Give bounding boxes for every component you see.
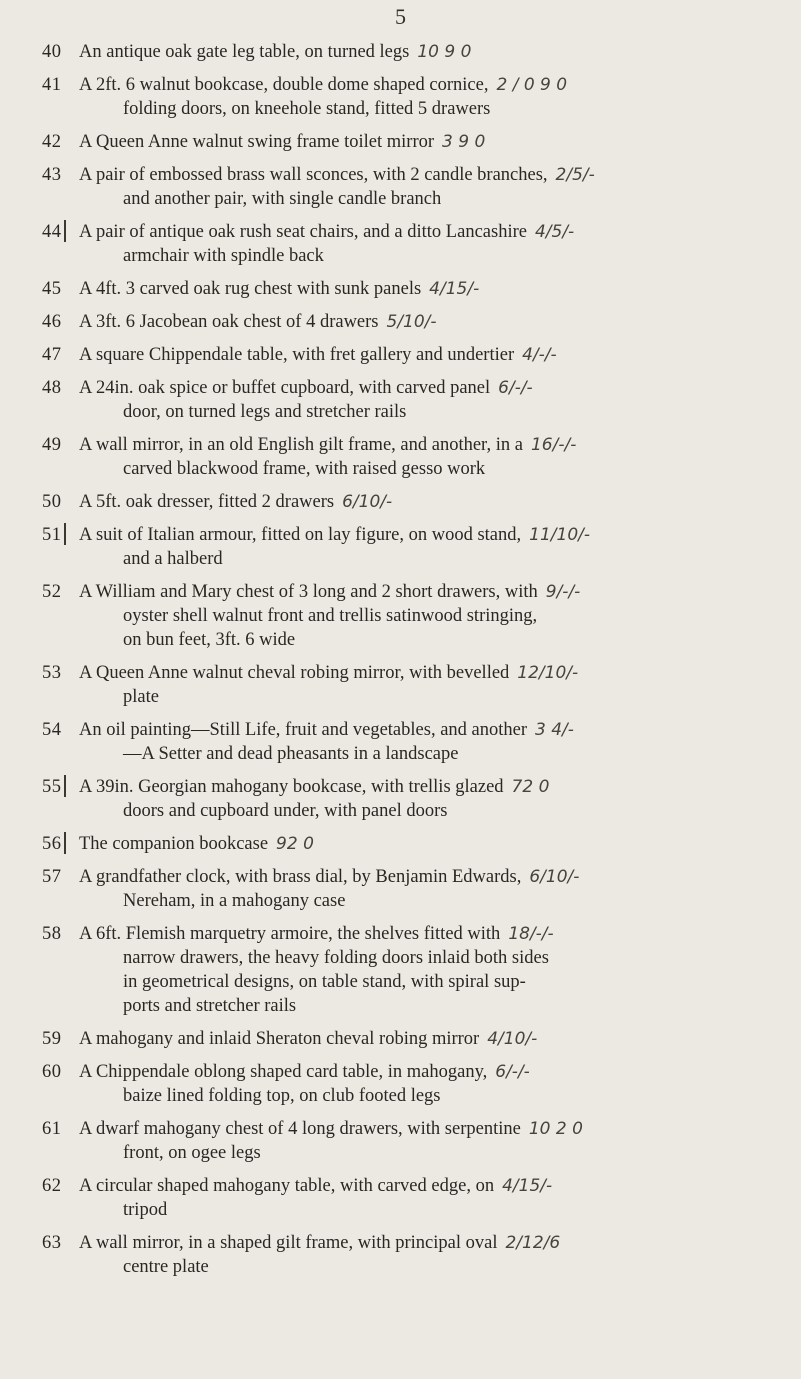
- lot-description-line: A William and Mary chest of 3 long and 2 short drawers, with 9/-/-: [79, 582, 581, 602]
- lot-description-line: oyster shell walnut front and trellis satinwood stringing,: [123, 606, 538, 626]
- lot-bracket-mark: [64, 523, 66, 545]
- lot-number: 50: [42, 492, 62, 512]
- lot-description-line: on bun feet, 3ft. 6 wide: [123, 630, 296, 650]
- lot-description: [79, 523, 775, 571]
- handwritten-price: 11/10/-: [529, 525, 590, 545]
- lot-description-line: A pair of embossed brass wall sconces, with 2 candle branches, 2/5/-: [79, 165, 595, 185]
- lot-description-line: doors and cupboard under, with panel doors: [123, 801, 448, 821]
- lot-description-line: A 2ft. 6 walnut bookcase, double dome shaped cornice, 2 / 0 9 0: [79, 75, 568, 95]
- lot-description: [79, 775, 775, 823]
- lot-number: 61: [42, 1119, 62, 1139]
- lot-entry: [0, 277, 801, 301]
- lot-number: 43: [42, 165, 62, 185]
- lot-number: 46: [42, 312, 62, 332]
- lot-entry: [0, 73, 801, 121]
- lot-description: [79, 130, 775, 154]
- lot-bracket-mark: [64, 220, 66, 242]
- lot-entry: [0, 433, 801, 481]
- lot-description: [79, 718, 775, 766]
- handwritten-price: 3 9 0: [442, 132, 486, 152]
- handwritten-price: 18/-/-: [508, 924, 554, 944]
- lot-description: [79, 343, 775, 367]
- handwritten-price: 3 4/-: [535, 720, 574, 740]
- lot-number: 62: [42, 1176, 62, 1196]
- lot-number: 59: [42, 1029, 62, 1049]
- handwritten-price: 6/10/-: [342, 492, 393, 512]
- lot-description-line: door, on turned legs and stretcher rails: [123, 402, 407, 422]
- handwritten-price: 9/-/-: [545, 582, 581, 602]
- lot-number: 45: [42, 279, 62, 299]
- lot-description-line: An antique oak gate leg table, on turned legs 10 9 0: [79, 42, 472, 62]
- lot-description-line: A 6ft. Flemish marquetry armoire, the shelves fitted with 18/-/-: [79, 924, 554, 944]
- lot-entry: [0, 523, 801, 571]
- lot-description-line: An oil painting—Still Life, fruit and vegetables, and another 3 4/-: [79, 720, 574, 740]
- handwritten-price: 6/-/-: [498, 378, 533, 398]
- lot-number: 52: [42, 582, 62, 602]
- lot-description-line: A wall mirror, in a shaped gilt frame, with principal oval 2/12/6: [79, 1233, 561, 1253]
- lot-description: [79, 1027, 775, 1051]
- lot-description: [79, 163, 775, 211]
- lot-description-line: A dwarf mahogany chest of 4 long drawers, with serpentine 10 2 0: [79, 1119, 583, 1139]
- handwritten-price: 72 0: [511, 777, 550, 797]
- lot-entry: [0, 1174, 801, 1222]
- lot-entry: [0, 490, 801, 514]
- handwritten-price: 92 0: [276, 834, 314, 854]
- handwritten-price: 4/5/-: [534, 222, 575, 242]
- lot-number: 42: [42, 132, 62, 152]
- lot-entry: [0, 832, 801, 856]
- lot-number: 47: [42, 345, 62, 365]
- lot-description-line: A pair of antique oak rush seat chairs, and a ditto Lancashire 4/5/-: [79, 222, 575, 242]
- lot-number: 60: [42, 1062, 62, 1082]
- lot-description-line: plate: [123, 687, 159, 707]
- lot-bracket-mark: [64, 832, 66, 854]
- lot-entry: [0, 1231, 801, 1279]
- lot-description-line: front, on ogee legs: [123, 1143, 261, 1163]
- handwritten-price: 4/15/-: [502, 1176, 553, 1196]
- lot-entry: [0, 922, 801, 1018]
- lot-description: [79, 73, 775, 121]
- handwritten-price: 10 2 0: [528, 1119, 583, 1139]
- lot-entry: [0, 775, 801, 823]
- handwritten-price: 5/10/-: [386, 312, 437, 332]
- lot-entry: [0, 376, 801, 424]
- handwritten-price: 16/-/-: [530, 435, 577, 455]
- lot-description-line: A 39in. Georgian mahogany bookcase, with trellis glazed 72 0: [79, 777, 550, 797]
- lot-description-line: A Queen Anne walnut swing frame toilet mirror 3 9 0: [79, 132, 486, 152]
- lot-description: [79, 1174, 775, 1222]
- lot-entry: [0, 130, 801, 154]
- handwritten-price: 2 / 0 9 0: [496, 75, 568, 95]
- handwritten-price: 4/15/-: [429, 279, 480, 299]
- lot-entry: [0, 343, 801, 367]
- lot-entry: [0, 1060, 801, 1108]
- lot-description-line: A suit of Italian armour, fitted on lay figure, on wood stand, 11/10/-: [79, 525, 590, 545]
- lot-description: [79, 310, 775, 334]
- lot-description-line: narrow drawers, the heavy folding doors inlaid both sides: [123, 948, 549, 968]
- lot-description: [79, 1117, 775, 1165]
- lot-number: 63: [42, 1233, 62, 1253]
- lot-description-line: A grandfather clock, with brass dial, by Benjamin Edwards, 6/10/-: [79, 867, 580, 887]
- lot-description-line: tripod: [123, 1200, 168, 1220]
- lot-description: [79, 661, 775, 709]
- lot-description-line: in geometrical designs, on table stand, with spiral sup-: [123, 972, 526, 992]
- lot-list: [0, 40, 801, 1288]
- lot-description-line: A Queen Anne walnut cheval robing mirror, with bevelled 12/10/-: [79, 663, 579, 683]
- handwritten-price: 10 9 0: [417, 42, 472, 62]
- lot-description-line: A 5ft. oak dresser, fitted 2 drawers 6/10/-: [79, 492, 393, 512]
- lot-number: 58: [42, 924, 62, 944]
- handwritten-price: 4/10/-: [487, 1029, 538, 1049]
- lot-number: 48: [42, 378, 62, 398]
- lot-description-line: and a halberd: [123, 549, 223, 569]
- lot-number: 41: [42, 75, 62, 95]
- lot-description-line: —A Setter and dead pheasants in a landscape: [123, 744, 459, 764]
- lot-description-line: The companion bookcase 92 0: [79, 834, 314, 854]
- handwritten-price: 2/5/-: [555, 165, 595, 185]
- lot-description: [79, 922, 775, 1018]
- handwritten-price: 4/-/-: [522, 345, 557, 365]
- lot-description: [79, 433, 775, 481]
- lot-entry: [0, 163, 801, 211]
- lot-description-line: A 4ft. 3 carved oak rug chest with sunk panels 4/15/-: [79, 279, 480, 299]
- lot-description: [79, 1060, 775, 1108]
- page-number: 5: [395, 4, 406, 29]
- lot-number: 49: [42, 435, 62, 455]
- lot-number: 53: [42, 663, 62, 683]
- lot-entry: [0, 1117, 801, 1165]
- lot-entry: [0, 718, 801, 766]
- lot-number: 44: [42, 222, 62, 242]
- lot-description: [79, 1231, 775, 1279]
- lot-description: [79, 832, 775, 856]
- lot-bracket-mark: [64, 775, 66, 797]
- handwritten-price: 12/10/-: [517, 663, 579, 683]
- handwritten-price: 6/-/-: [495, 1062, 530, 1082]
- lot-description-line: Nereham, in a mahogany case: [123, 891, 346, 911]
- lot-description-line: A 3ft. 6 Jacobean oak chest of 4 drawers 5/10/-: [79, 312, 437, 332]
- lot-number: 54: [42, 720, 62, 740]
- lot-entry: [0, 40, 801, 64]
- lot-description-line: A square Chippendale table, with fret gallery and undertier 4/-/-: [79, 345, 557, 365]
- lot-description: [79, 40, 775, 64]
- lot-entry: [0, 220, 801, 268]
- lot-description-line: ports and stretcher rails: [123, 996, 297, 1016]
- lot-description-line: carved blackwood frame, with raised gesso work: [123, 459, 486, 479]
- lot-description: [79, 490, 775, 514]
- lot-number: 55: [42, 777, 62, 797]
- lot-description-line: and another pair, with single candle branch: [123, 189, 442, 209]
- lot-description-line: folding doors, on kneehole stand, fitted 5 drawers: [123, 99, 491, 119]
- lot-number: 57: [42, 867, 62, 887]
- lot-description-line: A 24in. oak spice or buffet cupboard, with carved panel 6/-/-: [79, 378, 533, 398]
- lot-number: 51: [42, 525, 62, 545]
- lot-entry: [0, 865, 801, 913]
- lot-description: [79, 277, 775, 301]
- lot-description: [79, 220, 775, 268]
- lot-entry: [0, 580, 801, 652]
- lot-description: [79, 376, 775, 424]
- lot-description-line: A Chippendale oblong shaped card table, in mahogany, 6/-/-: [79, 1062, 530, 1082]
- lot-entry: [0, 661, 801, 709]
- lot-entry: [0, 310, 801, 334]
- lot-description-line: A mahogany and inlaid Sheraton cheval robing mirror 4/10/-: [79, 1029, 538, 1049]
- lot-description: [79, 580, 775, 652]
- handwritten-price: 2/12/6: [505, 1233, 561, 1253]
- lot-description-line: armchair with spindle back: [123, 246, 324, 266]
- lot-description-line: A wall mirror, in an old English gilt frame, and another, in a 16/-/-: [79, 435, 577, 455]
- lot-description: [79, 865, 775, 913]
- lot-description-line: centre plate: [123, 1257, 209, 1277]
- lot-description-line: A circular shaped mahogany table, with carved edge, on 4/15/-: [79, 1176, 553, 1196]
- handwritten-price: 6/10/-: [529, 867, 580, 887]
- lot-number: 56: [42, 834, 62, 854]
- lot-number: 40: [42, 42, 62, 62]
- lot-entry: [0, 1027, 801, 1051]
- lot-description-line: baize lined folding top, on club footed legs: [123, 1086, 441, 1106]
